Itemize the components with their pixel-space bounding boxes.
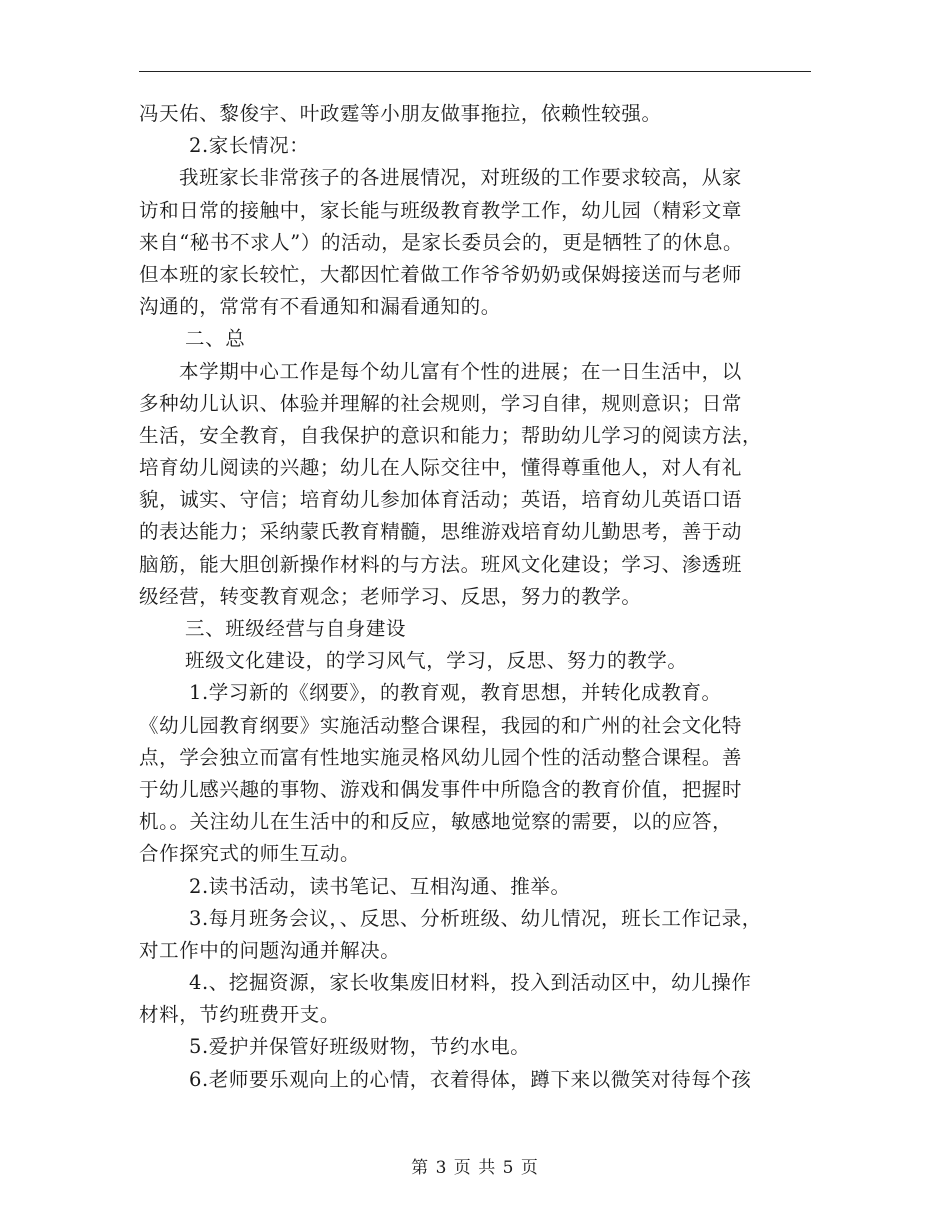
subheading-parents: 2.家长情况： <box>189 134 310 158</box>
document-body <box>139 98 819 1096</box>
page-number-footer: 第 3 页 共 5 页 <box>411 1158 539 1178</box>
text-line: 多种幼儿认识、体验并理解的社会规则，学习自律，规则意识；日常 <box>139 391 743 415</box>
text-line: 脑筋，能大胆创新操作材料的与方法。班风文化建设；学习、渗透班 <box>139 552 743 576</box>
text-line: 沟通的，常常有不看通知和漏看通知的。 <box>139 295 501 319</box>
list-item-1: 1.学习新的《纲要》，的教育观，教育思想，并转化成教育。 <box>189 681 722 705</box>
list-item-6: 6.老师要乐观向上的心情，衣着得体，蹲下来以微笑对待每个孩 <box>189 1067 752 1091</box>
text-line: 于幼儿感兴趣的事物、游戏和偶发事件中所隐含的教育价值，把握时 <box>139 777 743 801</box>
text-line: 来自“秘书不求人”）的活动，是家长委员会的，更是牺牲了的休息。 <box>139 230 744 254</box>
text-line: 《幼儿园教育纲要》实施活动整合课程，我园的和广州的社会文化特 <box>139 713 743 737</box>
text-line: 貌，诚实、守信；培育幼儿参加体育活动；英语，培育幼儿英语口语 <box>139 488 743 512</box>
text-line: 材料，节约班费开支。 <box>139 1003 341 1027</box>
text-line: 对工作中的问题沟通并解决。 <box>139 938 401 962</box>
text-line: 级经营，转变教育观念；老师学习、反思，努力的教学。 <box>139 584 642 608</box>
text-line: 班级文化建设，的学习风气，学习，反思、努力的教学。 <box>185 649 688 673</box>
section-heading-3: 三、班级经营与自身建设 <box>185 617 407 640</box>
text-line: 本学期中心工作是每个幼儿富有个性的进展；在一日生活中，以 <box>179 359 742 383</box>
text-line: 合作探究式的师生互动。 <box>139 842 361 866</box>
text-line: 我班家长非常孩子的各进展情况，对班级的工作要求较高，从家 <box>179 166 742 190</box>
list-item-4: 4.、挖掘资源，家长收集废旧材料，投入到活动区中，幼儿操作 <box>189 971 752 995</box>
text-line: 点，学会独立而富有性地实施灵格风幼儿园个性的活动整合课程。善 <box>139 745 743 769</box>
text-line: 生活，安全教育，自我保护的意识和能力；帮助幼儿学习的阅读方法， <box>139 423 763 447</box>
text-line: 培育幼儿阅读的兴趣；幼儿在人际交往中，懂得尊重他人，对人有礼 <box>139 456 743 480</box>
list-item-5: 5.爱护并保管好班级财物，节约水电。 <box>189 1035 531 1059</box>
text-line: 但本班的家长较忙，大都因忙着做工作爷爷奶奶或保姆接送而与老师 <box>139 262 743 286</box>
header-rule <box>139 71 811 72</box>
section-heading-2: 二、总 <box>185 327 246 351</box>
list-item-2: 2.读书活动，读书笔记、互相沟通、推举。 <box>189 874 571 898</box>
list-item-3: 3.每月班务会议，、反思、分析班级、幼儿情况，班长工作记录， <box>189 906 762 930</box>
text-line: 访和日常的接触中，家长能与班级教育教学工作，幼儿园（精彩文章 <box>139 198 743 222</box>
text-line: 冯天佑、黎俊宇、叶政霆等小朋友做事拖拉，依赖性较强。 <box>139 102 662 125</box>
text-line: 的表达能力；采纳蒙氏教育精髓，思维游戏培育幼儿勤思考，善于动 <box>139 520 743 544</box>
text-line: 机。。关注幼儿在生活中的和反应，敏感地觉察的需要，以的应答， <box>139 810 733 834</box>
